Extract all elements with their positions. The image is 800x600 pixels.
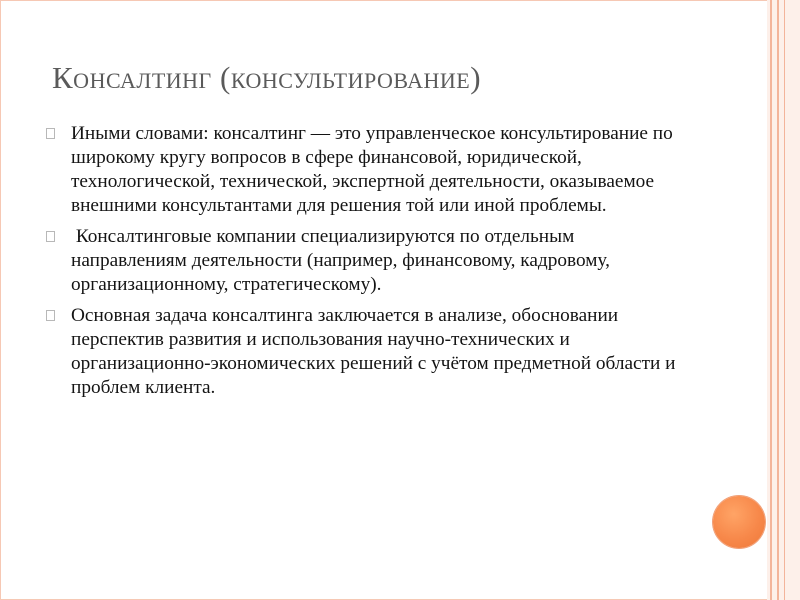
bullet-text: Иными словами: консалтинг — это управленческое консультирование по широкому кругу вопросов в сфере финансовой, юридической, технологической, технической, экспертной деятельности, оказываемое внешними консультантами для решения той или иной проблемы. xyxy=(71,123,673,216)
decorative-circle xyxy=(713,496,765,548)
bullet-list xyxy=(44,122,684,407)
bullet-square-icon xyxy=(46,231,55,242)
bullet-square-icon xyxy=(46,128,55,139)
decorative-line xyxy=(770,0,772,600)
decorative-side-band xyxy=(767,0,800,600)
bullet-item xyxy=(44,122,684,218)
decorative-line xyxy=(777,0,779,600)
slide-title: Консалтинг (консультирование) xyxy=(52,60,482,95)
bullet-item xyxy=(44,225,684,297)
bullet-text: Консалтинговые компании специализируются по отдельным направлениям деятельности (например, финансовому, кадровому, организационному, стратегическому). xyxy=(71,226,615,295)
bullet-text: Основная задача консалтинга заключается в анализе, обосновании перспектив развития и использования научно-технических и организационно-экономических решений с учётом предметной области и проблем клиента. xyxy=(71,305,676,398)
bullet-item xyxy=(44,304,684,400)
bullet-square-icon xyxy=(46,310,55,321)
decorative-line xyxy=(784,0,785,600)
